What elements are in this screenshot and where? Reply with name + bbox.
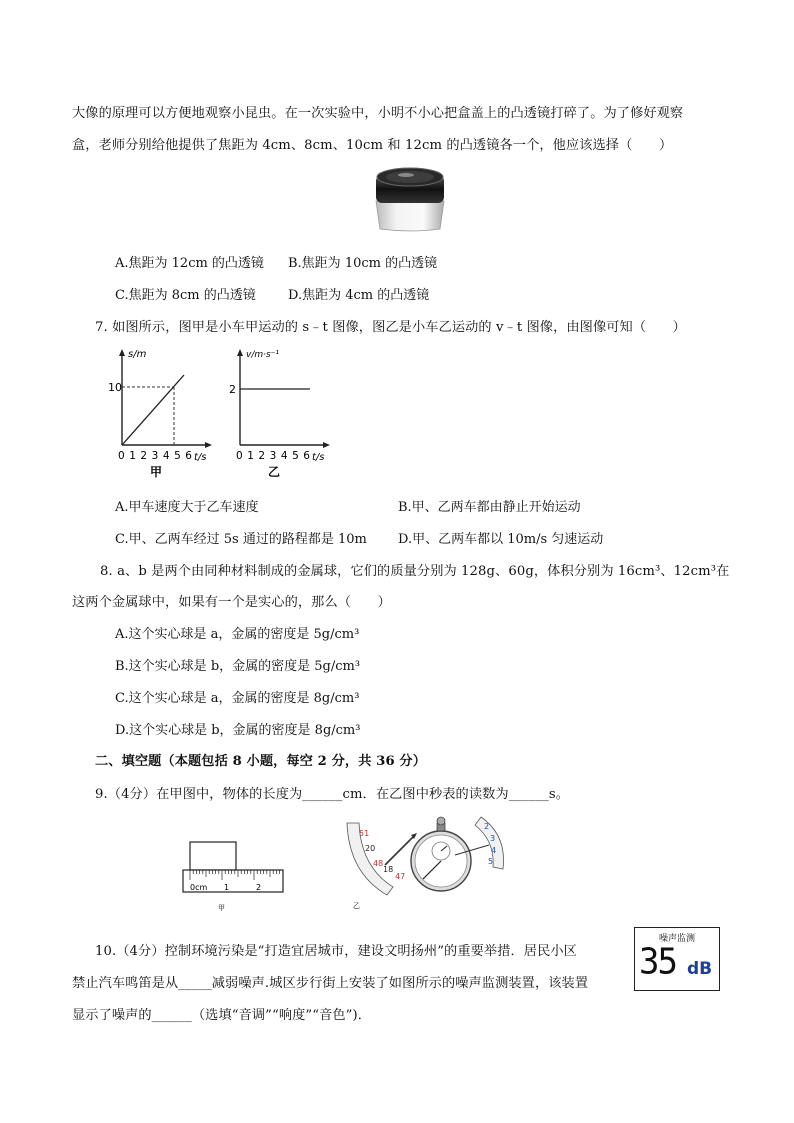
ruler-tick-2: 2 [256, 883, 262, 892]
q7-jia-caption: 甲 [150, 465, 163, 479]
ruler-tick-0: 0cm [190, 883, 208, 892]
q7-yi-xlabel: t/s [312, 452, 325, 463]
q9-stem: 9.（4分）在甲图中，物体的长度为______cm．在乙图中秒表的读数为______s。 [95, 787, 570, 802]
q7-option-d[interactable]: D.甲、乙两车都以 10m/s 匀速运动 [398, 532, 604, 547]
q7-yi-ylabel: v/m·s⁻¹ [246, 350, 280, 360]
q7-yi-caption: 乙 [268, 465, 281, 479]
q8-option-d[interactable]: D.这个实心球是 b，金属的密度是 8g/cm³ [115, 723, 361, 738]
ruler-caption: 甲 [218, 904, 225, 912]
q7-stem: 7. 如图所示，图甲是小车甲运动的 s﹣t 图像，图乙是小车乙运动的 v﹣t 图像，由图像可知（ ） [95, 320, 686, 335]
section2-heading: 二、填空题（本题包括 8 小题，每空 2 分，共 36 分） [95, 754, 426, 769]
sw-outer-48: 48 [373, 859, 384, 868]
q7-graph-yi [226, 345, 332, 480]
q9-stopwatch-figure [343, 815, 507, 915]
q8-option-a[interactable]: A.这个实心球是 a，金属的密度是 5g/cm³ [115, 627, 360, 642]
q6-option-a[interactable]: A.焦距为 12cm 的凸透镜 [115, 256, 264, 271]
q8-option-b[interactable]: B.这个实心球是 b，金属的密度是 5g/cm³ [115, 659, 361, 674]
sw-outer-51: 51 [359, 829, 370, 838]
q7-graph-jia [108, 345, 214, 480]
q10-line-1: 10.（4分）控制环境污染是“打造宜居城市，建设文明扬州”的重要举措．居民小区 [95, 944, 577, 959]
q9-ruler-figure [180, 838, 286, 914]
sw-caption: 乙 [353, 902, 360, 910]
sw-outer-18: 18 [383, 865, 394, 874]
sw-inner-4: 4 [491, 846, 497, 855]
noise-monitor-unit: dB [687, 959, 713, 979]
magnifier-box-image [368, 165, 452, 233]
q7-jia-ylabel: s/m [128, 349, 147, 360]
q7-option-c[interactable]: C.甲、乙两车经过 5s 通过的路程都是 10m [115, 532, 367, 547]
sw-outer-20: 20 [365, 844, 376, 853]
noise-monitor [634, 927, 720, 991]
q6-option-c[interactable]: C.焦距为 8cm 的凸透镜 [115, 288, 256, 303]
q7-option-a[interactable]: A.甲车速度大于乙车速度 [115, 500, 259, 515]
q6-option-b[interactable]: B.焦距为 10cm 的凸透镜 [288, 256, 438, 271]
q8-stem-line-1: 8. a、b 是两个由同种材料制成的金属球，它们的质量分别为 128g、60g，体积分别为 16cm³、12cm³在 [100, 564, 730, 579]
q10-line-3: 显示了噪声的______（选填“音调”“响度”“音色”)． [72, 1008, 372, 1023]
q10-line-2: 禁止汽车鸣笛是从_____减弱噪声.城区步行街上安装了如图所示的噪声监测装置，该装置 [72, 976, 589, 991]
sw-inner-5: 5 [488, 857, 494, 866]
q8-option-c[interactable]: C.这个实心球是 a，金属的密度是 8g/cm³ [115, 691, 360, 706]
q7-yi-xticks: 0 1 2 3 4 5 6 [236, 450, 311, 462]
ruler-tick-1: 1 [224, 883, 230, 892]
q7-option-b[interactable]: B.甲、乙两车都由静止开始运动 [398, 500, 581, 515]
q7-yi-ytick: 2 [229, 383, 236, 396]
intro-line-2: 盒，老师分别给他提供了焦距为 4cm、8cm、10cm 和 12cm 的凸透镜各一个，他应该选择（ ） [72, 138, 673, 153]
q7-jia-xticks: 0 1 2 3 4 5 6 [118, 450, 193, 462]
sw-outer-47: 47 [395, 872, 406, 881]
intro-line-1: 大像的原理可以方便地观察小昆虫。在一次实验中，小明不小心把盒盖上的凸透镜打碎了。为了修好观察 [72, 106, 684, 121]
sw-inner-2: 2 [484, 822, 490, 831]
noise-monitor-value: 35 [639, 941, 676, 983]
noise-monitor-title: 噪声监测 [658, 934, 695, 944]
q8-stem-line-2: 这两个金属球中，如果有一个是实心的，那么（ ） [72, 595, 391, 610]
q7-jia-ytick: 10 [108, 381, 122, 394]
q6-option-d[interactable]: D.焦距为 4cm 的凸透镜 [288, 288, 430, 303]
sw-inner-3: 3 [490, 834, 496, 843]
q7-jia-xlabel: t/s [194, 452, 207, 463]
